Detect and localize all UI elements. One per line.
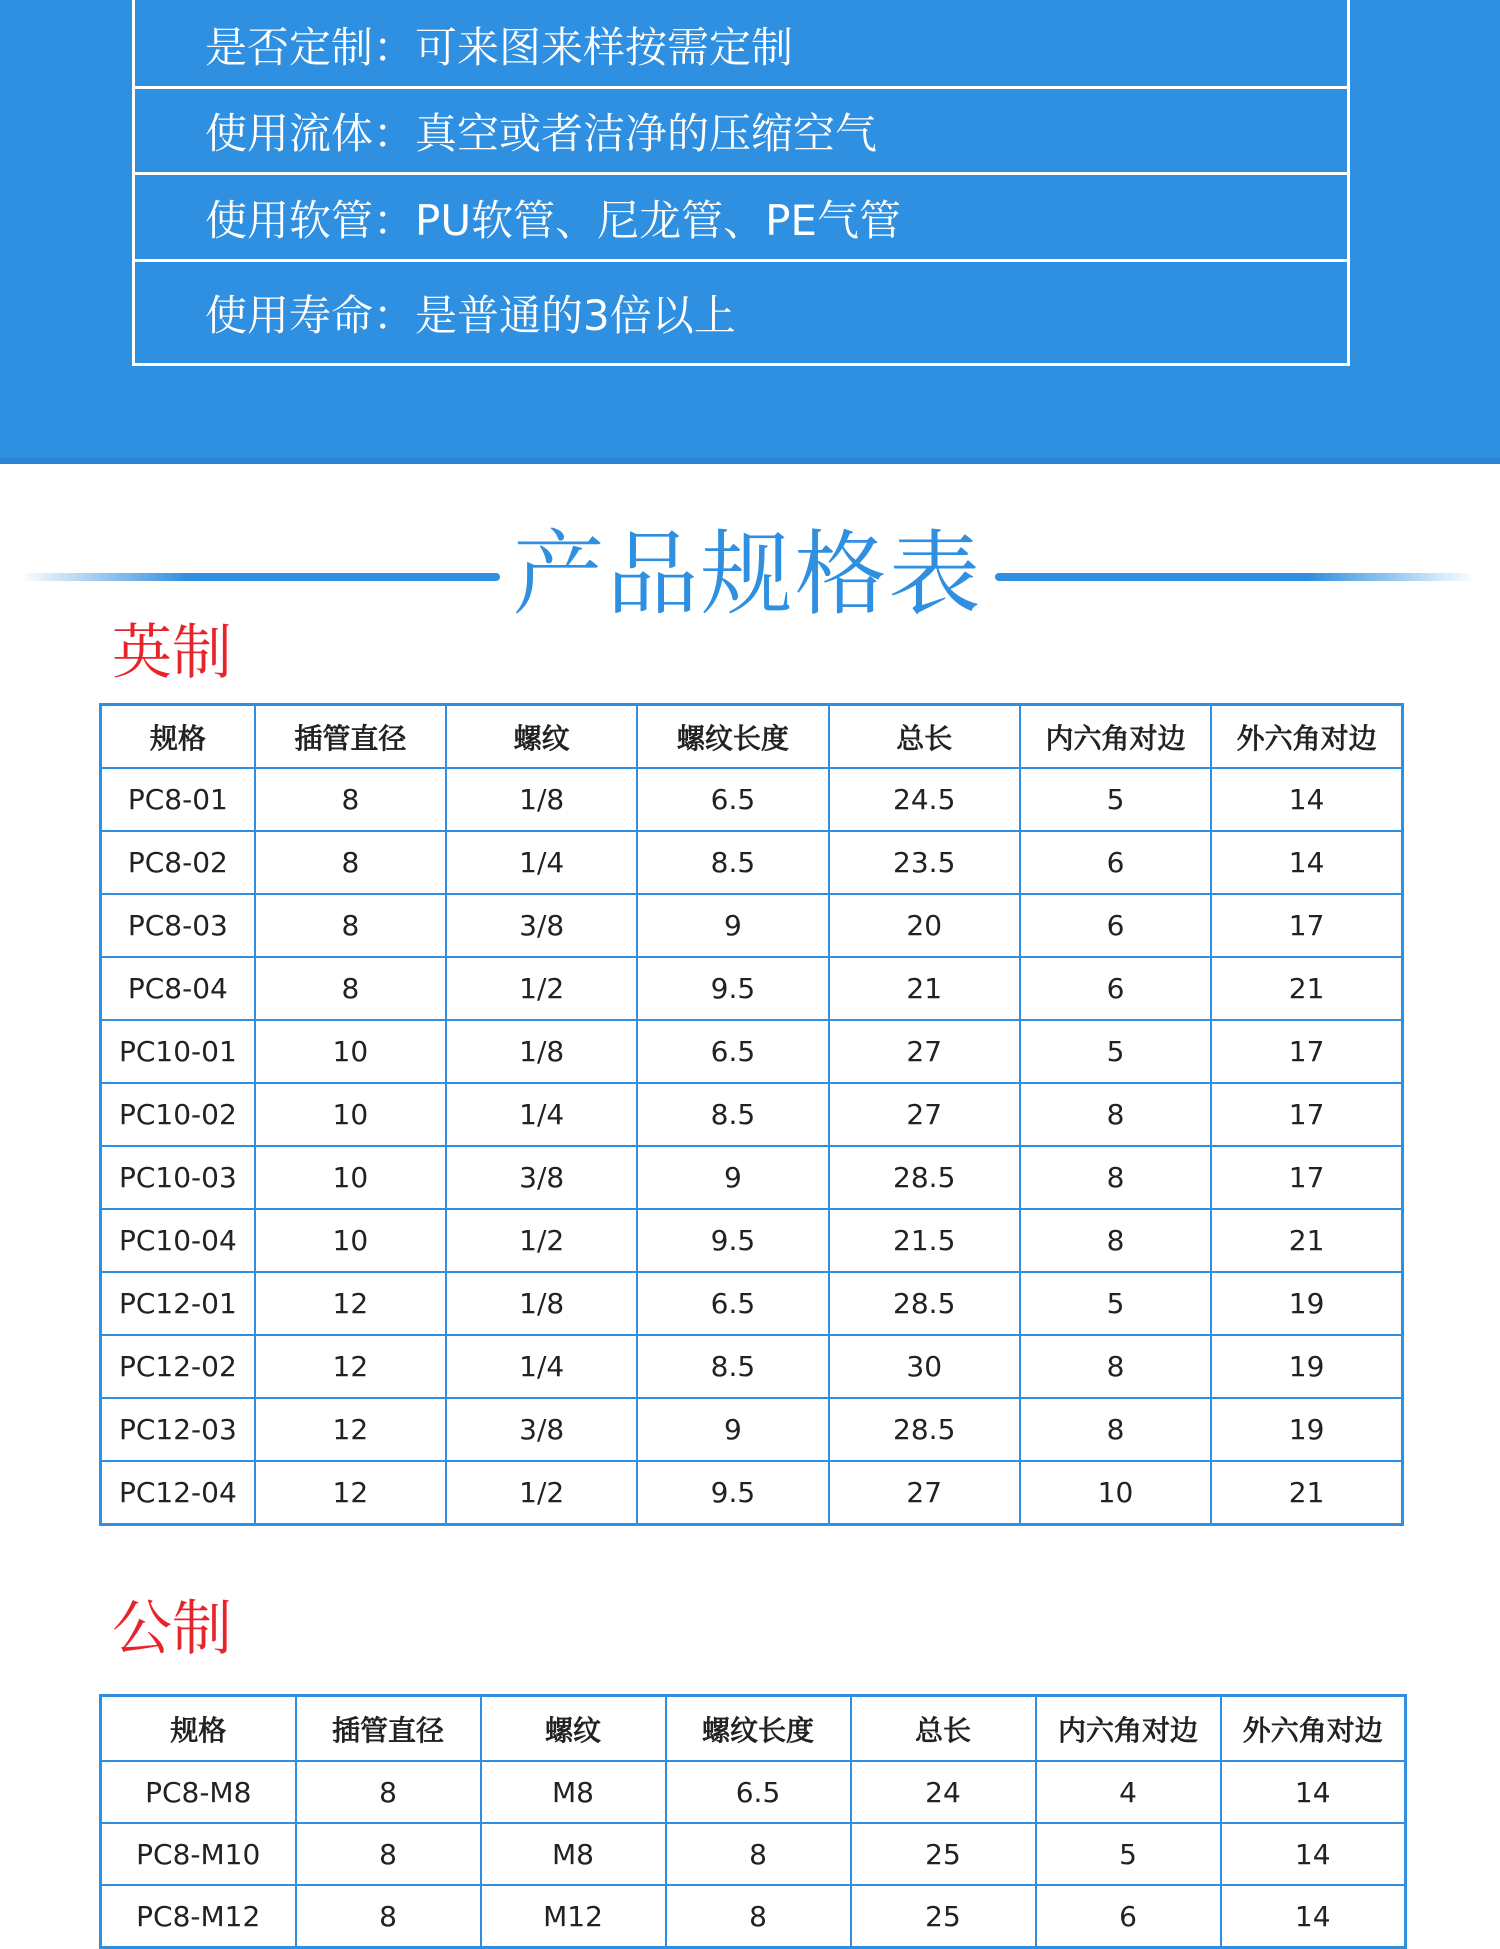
- table-cell: 6.5: [637, 1020, 828, 1083]
- table-cell: 24: [851, 1761, 1036, 1823]
- table-cell: 3/8: [446, 1398, 637, 1461]
- table-cell: 10: [1020, 1461, 1211, 1525]
- table-cell: 4: [1036, 1761, 1221, 1823]
- table-row: [101, 1823, 1406, 1885]
- column-header: 插管直径: [255, 705, 446, 769]
- table-cell: 17: [1211, 894, 1402, 957]
- column-header: 规格: [101, 1696, 296, 1762]
- table-cell: 6.5: [666, 1761, 851, 1823]
- column-header: 螺纹: [481, 1696, 666, 1762]
- imperial-label: 英制: [112, 618, 232, 688]
- table-cell: M8: [481, 1761, 666, 1823]
- table-cell: 8: [1020, 1335, 1211, 1398]
- table-cell: 8.5: [637, 831, 828, 894]
- table-cell: PC12-04: [101, 1461, 255, 1525]
- table-cell: 9: [637, 1146, 828, 1209]
- table-cell: 6: [1020, 831, 1211, 894]
- table-cell: 17: [1211, 1020, 1402, 1083]
- table-cell: 1/8: [446, 768, 637, 831]
- table-row: [101, 894, 1403, 957]
- table-cell: 8: [296, 1885, 481, 1948]
- table-cell: 23.5: [829, 831, 1020, 894]
- table-cell: 5: [1020, 768, 1211, 831]
- table-row: [101, 1272, 1403, 1335]
- table-cell: 6: [1020, 957, 1211, 1020]
- feature-box: [132, 0, 1350, 366]
- table-cell: 14: [1221, 1885, 1406, 1948]
- feature-label: 是否定制: [205, 23, 374, 72]
- table-cell: 12: [255, 1272, 446, 1335]
- table-cell: PC8-01: [101, 768, 255, 831]
- table-cell: 9.5: [637, 1461, 828, 1525]
- heading-divider-right: [995, 573, 1475, 581]
- column-header: 插管直径: [296, 1696, 481, 1762]
- feature-separator: ：: [373, 23, 416, 72]
- table-cell: PC12-02: [101, 1335, 255, 1398]
- table-cell: 17: [1211, 1146, 1402, 1209]
- table-cell: 1/2: [446, 1209, 637, 1272]
- table-cell: 21: [1211, 1461, 1402, 1525]
- table-cell: 1/8: [446, 1272, 637, 1335]
- feature-label: 使用流体: [205, 109, 374, 158]
- table-row: [101, 1083, 1403, 1146]
- table-header-row: [101, 1696, 1406, 1762]
- table-cell: 1/8: [446, 1020, 637, 1083]
- table-cell: 27: [829, 1083, 1020, 1146]
- table-cell: 8: [1020, 1083, 1211, 1146]
- table-cell: PC8-03: [101, 894, 255, 957]
- table-cell: 9.5: [637, 957, 828, 1020]
- imperial-spec-table: [99, 703, 1404, 1526]
- table-cell: 30: [829, 1335, 1020, 1398]
- table-cell: 28.5: [829, 1398, 1020, 1461]
- table-row: [101, 768, 1403, 831]
- table-cell: 14: [1221, 1761, 1406, 1823]
- table-cell: 12: [255, 1461, 446, 1525]
- table-row: [101, 1209, 1403, 1272]
- column-header: 内六角对边: [1036, 1696, 1221, 1762]
- metric-label: 公制: [112, 1594, 232, 1664]
- table-cell: PC8-M10: [101, 1823, 296, 1885]
- table-cell: 8: [1020, 1209, 1211, 1272]
- table-cell: 8.5: [637, 1335, 828, 1398]
- feature-separator: ：: [373, 290, 416, 340]
- table-cell: PC10-03: [101, 1146, 255, 1209]
- table-cell: PC10-04: [101, 1209, 255, 1272]
- table-row: [101, 1761, 1406, 1823]
- feature-label: 使用寿命: [205, 290, 374, 340]
- table-cell: M12: [481, 1885, 666, 1948]
- table-cell: PC8-02: [101, 831, 255, 894]
- table-row: [101, 1885, 1406, 1948]
- feature-separator: ：: [373, 196, 416, 245]
- column-header: 规格: [101, 705, 255, 769]
- table-header-row: [101, 705, 1403, 769]
- table-row: [101, 1020, 1403, 1083]
- table-cell: 19: [1211, 1272, 1402, 1335]
- table-cell: 1/4: [446, 1335, 637, 1398]
- table-cell: 9: [637, 894, 828, 957]
- feature-value: 可来图来样按需定制: [415, 23, 794, 72]
- table-cell: 21: [1211, 1209, 1402, 1272]
- table-cell: 27: [829, 1020, 1020, 1083]
- table-cell: 10: [255, 1020, 446, 1083]
- table-cell: 10: [255, 1209, 446, 1272]
- table-cell: 9: [637, 1398, 828, 1461]
- table-cell: 21.5: [829, 1209, 1020, 1272]
- feature-row-fluid: [135, 90, 1347, 175]
- table-cell: 1/2: [446, 957, 637, 1020]
- column-header: 螺纹长度: [637, 705, 828, 769]
- table-cell: 12: [255, 1398, 446, 1461]
- feature-row-lifespan: [135, 270, 1347, 355]
- table-cell: 3/8: [446, 1146, 637, 1209]
- table-cell: 21: [829, 957, 1020, 1020]
- table-cell: 1/4: [446, 831, 637, 894]
- table-cell: 6: [1020, 894, 1211, 957]
- column-header: 外六角对边: [1221, 1696, 1406, 1762]
- column-header: 总长: [851, 1696, 1036, 1762]
- table-cell: PC8-M8: [101, 1761, 296, 1823]
- feature-value: PU软管、尼龙管、PE气管: [415, 196, 901, 245]
- table-cell: 5: [1036, 1823, 1221, 1885]
- table-cell: 8: [666, 1823, 851, 1885]
- table-cell: PC8-04: [101, 957, 255, 1020]
- table-cell: 8: [255, 957, 446, 1020]
- table-cell: 6.5: [637, 1272, 828, 1335]
- feature-banner: [0, 0, 1500, 464]
- table-row: [101, 1146, 1403, 1209]
- table-cell: 6: [1036, 1885, 1221, 1948]
- table-cell: 27: [829, 1461, 1020, 1525]
- feature-row-custom: [135, 4, 1347, 89]
- table-cell: 20: [829, 894, 1020, 957]
- feature-value: 是普通的3倍以上: [415, 290, 736, 340]
- table-cell: M8: [481, 1823, 666, 1885]
- table-cell: 25: [851, 1823, 1036, 1885]
- table-cell: 17: [1211, 1083, 1402, 1146]
- table-cell: 14: [1211, 768, 1402, 831]
- table-cell: 8: [255, 768, 446, 831]
- table-row: [101, 1398, 1403, 1461]
- table-cell: 14: [1211, 831, 1402, 894]
- table-cell: 25: [851, 1885, 1036, 1948]
- table-cell: 8: [296, 1761, 481, 1823]
- column-header: 总长: [829, 705, 1020, 769]
- table-cell: 9.5: [637, 1209, 828, 1272]
- column-header: 螺纹: [446, 705, 637, 769]
- table-cell: 28.5: [829, 1146, 1020, 1209]
- table-cell: PC8-M12: [101, 1885, 296, 1948]
- table-row: [101, 957, 1403, 1020]
- table-cell: 12: [255, 1335, 446, 1398]
- table-cell: PC10-01: [101, 1020, 255, 1083]
- table-row: [101, 1461, 1403, 1525]
- table-cell: 8: [255, 831, 446, 894]
- table-cell: 6.5: [637, 768, 828, 831]
- table-cell: 8: [666, 1885, 851, 1948]
- table-cell: PC12-01: [101, 1272, 255, 1335]
- feature-label: 使用软管: [205, 196, 374, 245]
- table-cell: 1/4: [446, 1083, 637, 1146]
- table-cell: 28.5: [829, 1272, 1020, 1335]
- table-cell: 5: [1020, 1020, 1211, 1083]
- table-cell: 8.5: [637, 1083, 828, 1146]
- section-title: 产品规格表: [512, 521, 983, 628]
- table-cell: 24.5: [829, 768, 1020, 831]
- table-cell: 14: [1221, 1823, 1406, 1885]
- feature-separator: ：: [373, 109, 416, 158]
- table-cell: 10: [255, 1083, 446, 1146]
- feature-row-hose: [135, 177, 1347, 262]
- table-cell: PC12-03: [101, 1398, 255, 1461]
- table-row: [101, 1335, 1403, 1398]
- feature-value: 真空或者洁净的压缩空气: [415, 109, 878, 158]
- table-cell: 1/2: [446, 1461, 637, 1525]
- metric-spec-table: [99, 1694, 1407, 1949]
- heading-divider-left: [20, 573, 500, 581]
- column-header: 外六角对边: [1211, 705, 1402, 769]
- table-cell: 19: [1211, 1398, 1402, 1461]
- table-row: [101, 831, 1403, 894]
- table-cell: 8: [1020, 1398, 1211, 1461]
- table-cell: 5: [1020, 1272, 1211, 1335]
- table-cell: 3/8: [446, 894, 637, 957]
- section-heading: [0, 520, 1500, 630]
- table-cell: 10: [255, 1146, 446, 1209]
- column-header: 螺纹长度: [666, 1696, 851, 1762]
- table-cell: 8: [255, 894, 446, 957]
- table-cell: 21: [1211, 957, 1402, 1020]
- table-cell: 8: [296, 1823, 481, 1885]
- table-cell: PC10-02: [101, 1083, 255, 1146]
- table-cell: 19: [1211, 1335, 1402, 1398]
- table-cell: 8: [1020, 1146, 1211, 1209]
- column-header: 内六角对边: [1020, 705, 1211, 769]
